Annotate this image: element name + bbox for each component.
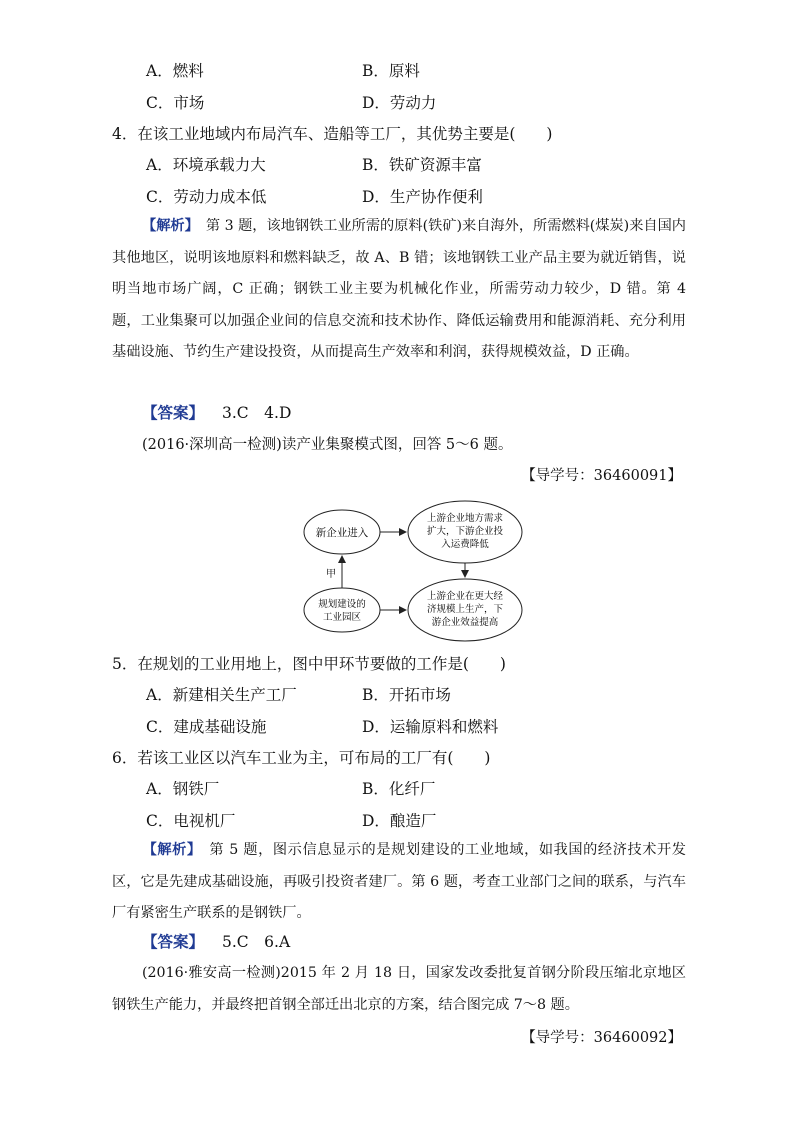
option-a: A．钢铁厂 <box>146 780 220 798</box>
node-upstream-demand-line: 入运费降低 <box>441 539 489 550</box>
question-4-stem: 4．在该工业地域内布局汽车、造船等工厂，其优势主要是( ) <box>112 125 553 143</box>
node-scale-economy-line: 游企业效益提高 <box>431 617 499 628</box>
option-c: C．电视机厂 <box>146 812 236 830</box>
option-d: D．运输原料和燃料 <box>362 718 499 736</box>
node-scale-economy-line: 济规模上生产，下 <box>426 604 504 615</box>
industrial-agglomeration-diagram <box>290 496 540 646</box>
node-new-enterprise-label: 新企业进入 <box>315 527 369 539</box>
option-d: D．劳动力 <box>362 94 437 112</box>
question-intro <box>112 958 686 1021</box>
node-industrial-park-line: 工业园区 <box>322 612 362 623</box>
analysis-paragraph <box>112 211 686 369</box>
question-intro-text: (2016·雅安高一检测)2015 年 2 月 18 日，国家发改委批复首钢分阶段压缩北京地区钢铁生产能力，并最终把首钢全部迁出北京的方案，结合图完成 7～8 题。 <box>112 965 686 1013</box>
node-industrial-park <box>304 588 380 632</box>
analysis-tag: 【解析】 <box>142 842 195 858</box>
answer-tag: 【答案】 <box>142 933 205 951</box>
option-a: A．新建相关生产工厂 <box>146 686 297 704</box>
answer-tag: 【答案】 <box>142 404 205 422</box>
analysis-text: 第 5 题，图示信息显示的是规划建设的工业地域，如我国的经济技术开发区，它是先建成基础设施，再吸引投资者建厂。第 6 题，考查工业部门之间的联系，与汽车厂有紧密生产联系的是钢铁厂。 <box>112 842 686 921</box>
node-industrial-park-line: 规划建设的 <box>318 599 366 610</box>
analysis-tag: 【解析】 <box>142 218 192 234</box>
guide-number: 【导学号：36460091】 <box>521 468 682 484</box>
answer-text: 3.C 4.D <box>222 404 292 422</box>
option-b: B．原料 <box>362 62 420 80</box>
answer-line <box>142 931 716 953</box>
node-upstream-demand-line: 扩大，下游企业投 <box>426 526 504 537</box>
option-d: D．生产协作便利 <box>362 188 483 206</box>
label-jia: 甲 <box>326 569 336 580</box>
option-b: B．开拓市场 <box>362 686 451 704</box>
option-a: A．环境承载力大 <box>146 156 266 174</box>
guide-number: 【导学号：36460092】 <box>521 1030 682 1046</box>
option-b: B．化纤厂 <box>362 780 436 798</box>
answer-line <box>142 402 716 424</box>
option-d: D．酿造厂 <box>362 812 437 830</box>
node-scale-economy-line: 上游企业在更大经 <box>426 591 504 602</box>
option-c: C．建成基础设施 <box>146 718 267 736</box>
question-6-stem: 6．若该工业区以汽车工业为主，可布局的工厂有( ) <box>112 749 491 767</box>
analysis-text: 第 3 题，该地钢铁工业所需的原料(铁矿)来自海外，所需燃料(煤炭)来自国内其他地区，说明该地原料和燃料缺乏，故 A、B 错；该地钢铁工业产品主要为就近销售，说明当地市场广阔，C 正确；钢铁工业主要为机械化作业，所需劳动力较少，D 错。第 4 题，工业集聚可以加强企业间的信息交流和技术协作、降低运输费用和能源消耗、充分利用基础设施、节约生产建设投资，从而提高生产效率和利润，获得规模效益，D 正确。 <box>112 218 686 360</box>
option-c: C．劳动力成本低 <box>146 188 267 206</box>
option-c: C．市场 <box>146 94 205 112</box>
question-5-stem: 5．在规划的工业用地上，图中甲环节要做的工作是( ) <box>112 655 506 673</box>
option-a: A．燃料 <box>146 62 204 80</box>
node-upstream-demand-line: 上游企业地方需求 <box>426 513 504 524</box>
question-intro: (2016·深圳高一检测)读产业集聚模式图，回答 5～6 题。 <box>142 437 513 453</box>
analysis-paragraph <box>112 835 686 930</box>
option-b: B．铁矿资源丰富 <box>362 156 482 174</box>
answer-text: 5.C 6.A <box>222 933 291 951</box>
